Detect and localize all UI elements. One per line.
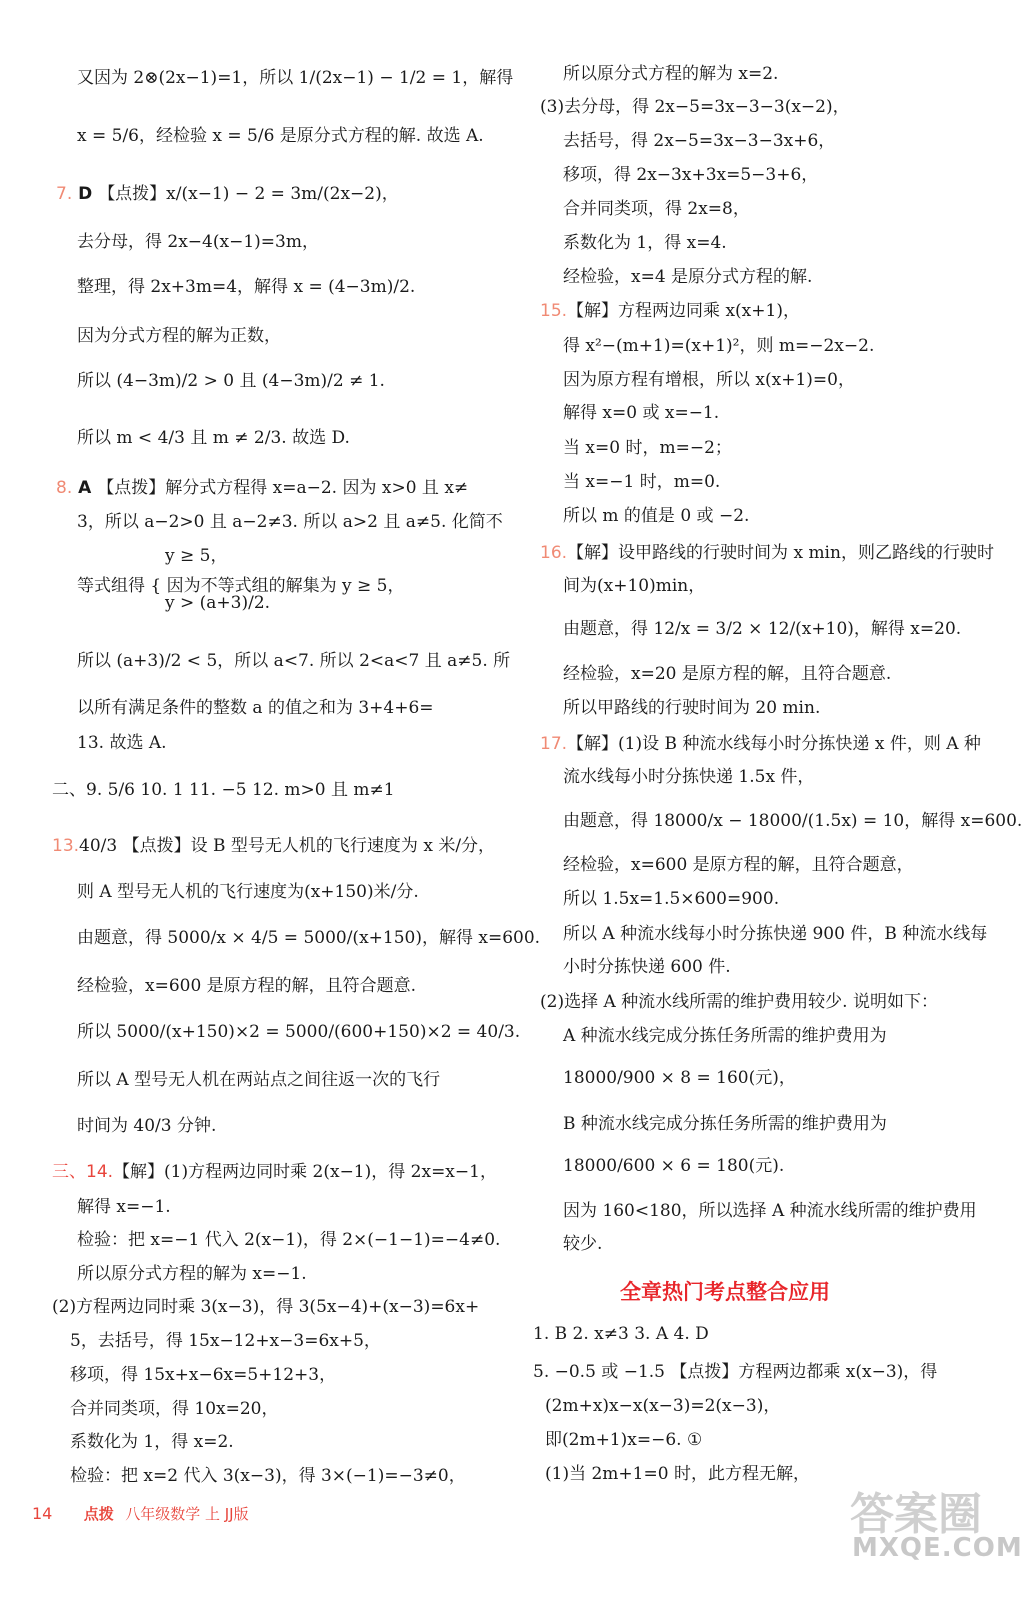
line-text: A 种流水线完成分拣任务所需的维护费用为	[563, 1026, 887, 1046]
line-text: 解得 x=0 或 x=−1.	[563, 403, 720, 423]
text-line	[77, 884, 419, 901]
text-line	[77, 930, 540, 947]
line-text: 整理，得 2x+3m=4，解得 x = (4−3m)/2.	[77, 277, 416, 297]
text-line	[56, 480, 468, 497]
line-text: 所以原分式方程的解为 x=2.	[563, 64, 779, 84]
line-text: 等式组得 { 因为不等式组的解集为 y ≥ 5，	[77, 576, 405, 596]
text-line	[77, 653, 510, 670]
line-text: 间为(x+10)min，	[563, 576, 706, 596]
line-text: (1)当 2m+1=0 时，此方程无解，	[545, 1464, 810, 1484]
text-line	[545, 1432, 702, 1449]
line-text: 即(2m+1)x=−6. ①	[545, 1430, 703, 1450]
line-text: 经检验，x=600 是原方程的解，且符合题意，	[563, 855, 914, 875]
text-line	[563, 201, 750, 218]
text-line	[540, 99, 850, 116]
text-line	[563, 1203, 977, 1220]
text-line	[165, 548, 227, 565]
line-text: 检验：把 x=−1 代入 2(x−1)，得 2×(−1−1)=−4≠0.	[77, 1230, 501, 1250]
answer-letter: D	[72, 184, 99, 204]
text-line	[563, 338, 874, 355]
line-text: 移项，得 2x−3x+3x=5−3+6，	[563, 165, 819, 185]
line-text: 1. B 2. x≠3 3. A 4. D	[533, 1324, 709, 1344]
line-text: 则 A 型号无人机的飞行速度为(x+150)米/分.	[77, 882, 419, 902]
line-text: 所以 (a+3)/2 < 5，所以 a<7. 所以 2<a<7 且 a≠5. 所	[77, 651, 511, 671]
line-text: 得 x²−(m+1)=(x+1)²，则 m=−2x−2.	[563, 336, 875, 356]
question-number: 8.	[56, 478, 73, 498]
line-text: x = 5/6，经检验 x = 5/6 是原分式方程的解. 故选 A.	[77, 126, 484, 146]
line-text: 以所有满足条件的整数 a 的值之和为 3+4+6=	[77, 698, 434, 718]
text-line	[77, 279, 415, 296]
line-text: (2)方程两边同时乘 3(x−3)，得 3(5x−4)+(x−3)=6x+	[52, 1297, 480, 1317]
line-text: 5，去括号，得 15x−12+x−3=6x+5，	[70, 1331, 381, 1351]
line-text: 解得 x=−1.	[77, 1197, 171, 1217]
line-text: 所以原分式方程的解为 x=−1.	[77, 1264, 307, 1284]
text-line	[563, 666, 891, 683]
line-text: 40/3 【点拨】设 B 型号无人机的飞行速度为 x 米/分，	[79, 836, 496, 856]
line-text: 3，所以 a−2>0 且 a−2≠3. 所以 a>2 且 a≠5. 化简不	[77, 512, 503, 532]
text-line	[563, 508, 749, 525]
text-line	[563, 66, 778, 83]
line-text: 所以 A 型号无人机在两站点之间往返一次的飞行	[77, 1070, 441, 1090]
line-text: 【解】方程两边同乘 x(x+1)，	[567, 301, 800, 321]
text-line	[540, 736, 981, 753]
text-line	[540, 303, 800, 320]
text-line	[77, 373, 385, 390]
text-line	[77, 700, 434, 717]
line-text: 检验：把 x=2 代入 3(x−3)，得 3×(−1)=−3≠0，	[70, 1466, 466, 1486]
text-line	[52, 838, 495, 855]
text-line	[52, 1299, 479, 1316]
text-line	[563, 167, 818, 184]
line-text: B 种流水线完成分拣任务所需的维护费用为	[563, 1114, 887, 1134]
line-text: 合并同类项，得 2x=8，	[563, 199, 750, 219]
text-line	[563, 133, 835, 150]
line-text: 流水线每小时分拣快递 1.5x 件，	[563, 767, 815, 787]
line-text: 二、9. 5/6 10. 1 11. −5 12. m>0 且 m≠1	[52, 780, 395, 800]
line-text: (2m+x)x−x(x−3)=2(x−3)，	[545, 1396, 781, 1416]
question-number: 13.	[52, 836, 80, 856]
text-line	[563, 440, 732, 457]
text-line	[533, 1364, 937, 1381]
text-line	[70, 1367, 336, 1384]
text-line	[77, 328, 281, 345]
text-line	[563, 372, 855, 389]
line-text: 所以 m < 4/3 且 m ≠ 2/3. 故选 D.	[77, 428, 350, 448]
line-text: 18000/900 × 8 = 160(元)，	[563, 1068, 796, 1088]
line-text: 经检验，x=4 是原分式方程的解.	[563, 267, 813, 287]
text-line	[563, 269, 812, 286]
text-line	[70, 1434, 234, 1451]
line-text: 【点拨】解分式方程得 x=a−2. 因为 x>0 且 x≠	[97, 478, 469, 498]
text-line	[563, 813, 1022, 830]
text-line	[563, 891, 779, 908]
line-text: 由题意，得 18000/x − 18000/(1.5x) = 10，解得 x=600.	[563, 811, 1023, 831]
page-number: 14	[32, 1504, 53, 1523]
line-text: 18000/600 × 6 = 180(元).	[563, 1156, 785, 1176]
line-text: 去括号，得 2x−5=3x−3−3x+6，	[563, 131, 836, 151]
text-line	[77, 1266, 307, 1283]
line-text: 经检验，x=20 是原方程的解，且符合题意.	[563, 664, 892, 684]
text-line	[563, 621, 961, 638]
text-line	[77, 1232, 500, 1249]
text-line	[545, 1466, 810, 1483]
line-text: 由题意，得 5000/x × 4/5 = 5000/(x+150)，解得 x=600.	[77, 928, 541, 948]
line-text: 所以 m 的值是 0 或 −2.	[563, 506, 750, 526]
question-number: 15.	[540, 301, 568, 321]
text-line	[563, 578, 705, 595]
text-line	[77, 1024, 520, 1041]
line-text: 时间为 40/3 分钟.	[77, 1116, 217, 1136]
text-line	[165, 595, 270, 612]
text-line	[533, 1326, 709, 1343]
line-text: 当 x=−1 时，m=0.	[563, 472, 721, 492]
text-line	[70, 1333, 381, 1350]
line-text: 13. 故选 A.	[77, 733, 167, 753]
text-line	[52, 782, 395, 799]
line-text: 所以 5000/(x+150)×2 = 5000/(600+150)×2 = 40/3.	[77, 1022, 521, 1042]
line-text: 由题意，得 12/x = 3/2 × 12/(x+10)，解得 x=20.	[563, 619, 962, 639]
text-line	[540, 545, 994, 562]
question-number: 7.	[56, 184, 73, 204]
line-text: 所以 A 种流水线每小时分拣快递 900 件，B 种流水线每	[563, 924, 988, 944]
line-text: 移项，得 15x+x−6x=5+12+3，	[70, 1365, 337, 1385]
line-text: 经检验，x=600 是原方程的解，且符合题意.	[77, 976, 417, 996]
text-line	[563, 1236, 602, 1253]
text-line	[52, 1164, 497, 1181]
text-line	[77, 1118, 216, 1135]
text-line	[77, 430, 350, 447]
text-line	[70, 1468, 466, 1485]
line-text: 较少.	[563, 1234, 603, 1254]
text-line	[77, 70, 513, 87]
line-text: 因为原方程有增根，所以 x(x+1)=0，	[563, 370, 855, 390]
section-number: 三、14.	[52, 1162, 114, 1182]
line-text: (3)去分母，得 2x−5=3x−3−3(x−2)，	[540, 97, 850, 117]
text-line	[563, 769, 814, 786]
line-text: 又因为 2⊗(2x−1)=1，所以 1/(2x−1) − 1/2 = 1，解得	[77, 68, 514, 88]
question-number: 17.	[540, 734, 568, 754]
text-line	[77, 978, 416, 995]
text-line	[77, 1199, 171, 1216]
text-line	[540, 994, 938, 1011]
text-line	[563, 474, 720, 491]
text-line	[563, 1028, 887, 1045]
text-line	[563, 405, 719, 422]
line-text: 因为分式方程的解为正数，	[77, 326, 281, 346]
text-line	[563, 1070, 796, 1087]
line-text: 所以甲路线的行驶时间为 20 min.	[563, 698, 821, 718]
watermark-url: MXQE.COM	[852, 1533, 1023, 1563]
line-text: 当 x=0 时，m=−2；	[563, 438, 732, 458]
line-text: 【解】(1)设 B 种流水线每小时分拣快递 x 件，则 A 种	[567, 734, 981, 754]
line-text: 系数化为 1，得 x=4.	[563, 233, 727, 253]
text-line	[77, 128, 484, 145]
line-text: 所以 1.5x=1.5×600=900.	[563, 889, 780, 909]
text-line	[563, 1158, 784, 1175]
line-text: 小时分拣快递 600 件.	[563, 957, 731, 977]
line-text: 系数化为 1，得 x=2.	[70, 1432, 234, 1452]
text-line	[563, 857, 914, 874]
line-text: y > (a+3)/2.	[165, 593, 271, 613]
watermark-logo: 答案圈	[850, 1489, 982, 1540]
line-text: 因为 160<180，所以选择 A 种流水线所需的维护费用	[563, 1201, 977, 1221]
text-line	[77, 514, 503, 531]
line-text: 所以 (4−3m)/2 > 0 且 (4−3m)/2 ≠ 1.	[77, 371, 385, 391]
line-text: 去分母，得 2x−4(x−1)=3m，	[77, 232, 319, 252]
line-text: 【解】设甲路线的行驶时间为 x min，则乙路线的行驶时	[567, 543, 994, 563]
answer-letter: A	[72, 478, 98, 498]
text-line	[563, 235, 727, 252]
text-line	[77, 1072, 440, 1089]
line-text: (2)选择 A 种流水线所需的维护费用较少. 说明如下：	[540, 992, 938, 1012]
text-line	[563, 926, 987, 943]
text-line	[77, 234, 319, 251]
line-text: 【点拨】x/(x−1) − 2 = 3m/(2x−2)，	[98, 184, 399, 204]
line-text: y ≥ 5，	[165, 546, 228, 566]
text-line	[70, 1401, 279, 1418]
text-line	[56, 186, 399, 203]
text-line	[563, 959, 731, 976]
line-text: 5. −0.5 或 −1.5 【点拨】方程两边都乘 x(x−3)，得	[533, 1362, 938, 1382]
text-line	[563, 1116, 887, 1133]
page-footer	[32, 1503, 249, 1524]
question-number: 16.	[540, 543, 568, 563]
text-line	[545, 1398, 780, 1415]
book-title: 八年级数学 上 JJ版	[125, 1505, 249, 1523]
text-line	[563, 700, 820, 717]
line-text: 合并同类项，得 10x=20，	[70, 1399, 279, 1419]
line-text: 【解】(1)方程两边同时乘 2(x−1)，得 2x=x−1，	[113, 1162, 497, 1182]
brand-logo: 点拨	[83, 1505, 114, 1523]
chapter-heading: 全章热门考点整合应用	[620, 1280, 830, 1304]
text-line	[77, 735, 167, 752]
